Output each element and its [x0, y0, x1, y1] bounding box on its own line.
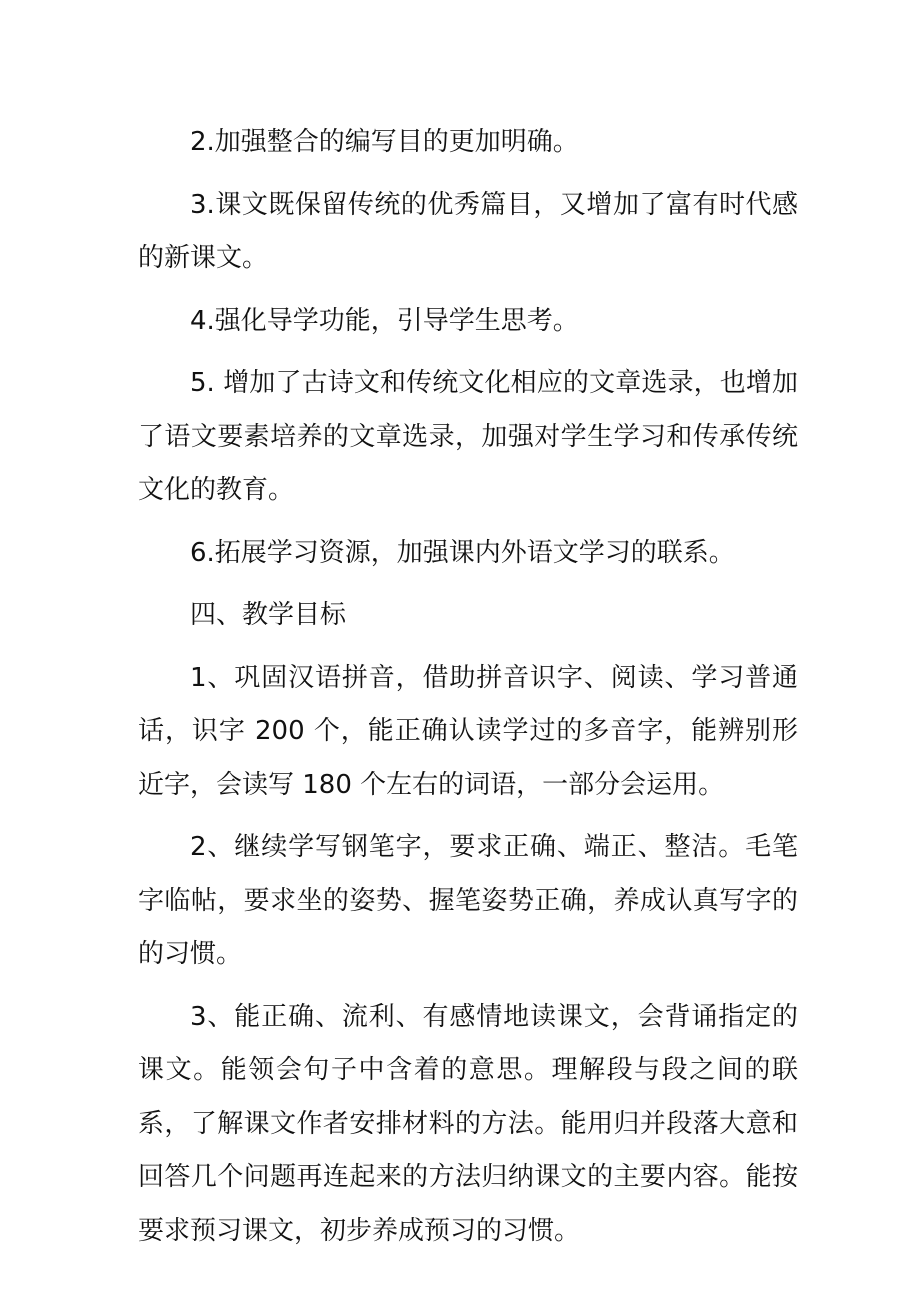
- paragraph-2: 2.加强整合的编写目的更加明确。: [190, 127, 579, 157]
- goal-1: 1、巩固汉语拼音，借助拼音识字、阅读、学习普通话，识字 200 个，能正确认读学过的多音字，能辨别形近字，会读写 180 个左右的词语，一部分会运用。: [138, 662, 798, 800]
- goal-2: 2、继续学写钢笔字，要求正确、端正、整洁。毛笔字临帖，要求坐的姿势、握笔姿势正确，养成认真写字的的习惯。: [138, 832, 798, 969]
- document-body: [138, 116, 798, 1267]
- paragraph-6: 6.拓展学习资源，加强课内外语文学习的联系。: [190, 537, 735, 568]
- paragraph-3: 3.课文既保留传统的优秀篇目，又增加了富有时代感的新课文。: [138, 189, 798, 273]
- paragraph-4: 4.强化导学功能，引导学生思考。: [190, 305, 579, 336]
- section-heading-teaching-goals: 四、教学目标: [190, 600, 347, 630]
- goal-3: 3、能正确、流利、有感情地读课文，会背诵指定的课文。能领会句子中含着的意思。理解段与段之间的联系，了解课文作者安排材料的方法。能用归并段落大意和回答几个问题再连起来的方法归纳课文的主要内容。能按要求预习课文，初步养成预习的习惯。: [138, 1001, 798, 1246]
- paragraph-5: 5. 增加了古诗文和传统文化相应的文章选录，也增加了语文要素培养的文章选录，加强对学生学习和传承传统文化的教育。: [138, 368, 798, 505]
